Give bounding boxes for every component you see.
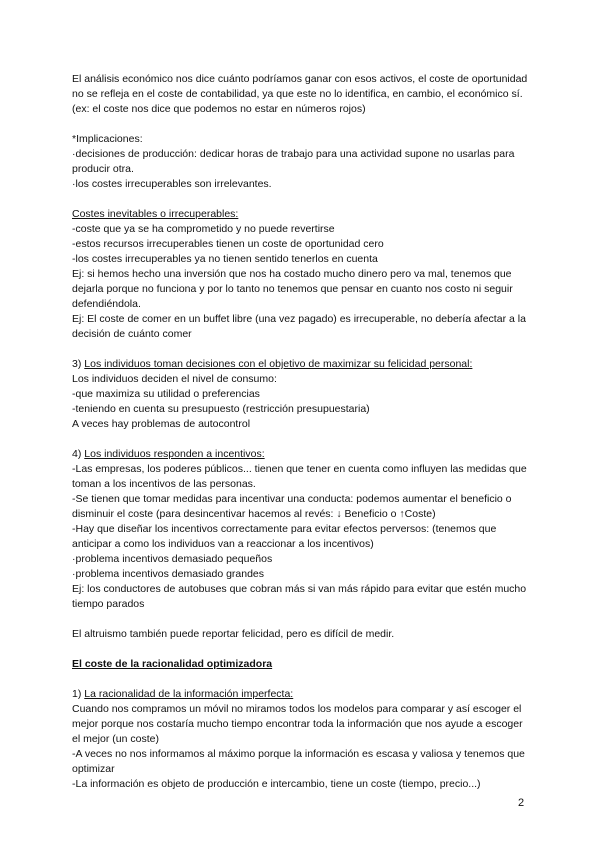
altruismo-paragraph: El altruismo también puede reportar felicidad, pero es difícil de medir. [72, 628, 395, 640]
section-4-line: ·problema incentivos demasiado grandes [72, 568, 265, 580]
section-title: El coste de la racionalidad optimizadora [72, 658, 273, 670]
implicaciones-block [72, 132, 532, 192]
section-3-heading: Los individuos toman decisiones con el objetivo de maximizar su felicidad personal: [84, 358, 473, 370]
section-1-line: -La información es objeto de producción e intercambio, tiene un coste (tiempo, precio...) [72, 778, 481, 790]
section-4-number: 4) [72, 448, 85, 460]
page-number: 2 [518, 797, 525, 809]
implicaciones-item: ·decisiones de producción: dedicar horas de trabajo para una actividad supone no usarlas para producir otra. [72, 148, 515, 175]
costes-block [72, 207, 532, 342]
section-1-line: Cuando nos compramos un móvil no miramos todos los modelos para comparar y así escoger el mejor porque nos costaría mucho tiempo encontrar toda la información que nos ayude a escoger el mejor (un coste) [72, 703, 523, 745]
section-4-line: ·problema incentivos demasiado pequeños [72, 553, 273, 565]
section-1-heading-line [72, 687, 532, 702]
section-1-number: 1) [72, 688, 85, 700]
document-page [72, 72, 532, 792]
section-3-number: 3) [72, 358, 85, 370]
section-4-line: -Hay que diseñar los incentivos correctamente para evitar efectos perversos: (tenemos que anticipar a como los individuos van a reaccionar a los incentivos) [72, 523, 497, 550]
section-4-block [72, 447, 532, 612]
costes-line: -coste que ya se ha comprometido y no puede revertirse [72, 223, 335, 235]
section-3-line: A veces hay problemas de autocontrol [72, 418, 251, 430]
section-1-block [72, 687, 532, 792]
section-4-heading: Los individuos responden a incentivos: [84, 448, 265, 460]
section-4-line: Ej: los conductores de autobuses que cobran más si van más rápido para evitar que estén mucho tiempo parados [72, 583, 527, 610]
implicaciones-title: *Implicaciones: [72, 133, 143, 145]
costes-line: Ej: El coste de comer en un buffet libre (una vez pagado) es irrecuperable, no debería afectar a la decisión de cuánto comer [72, 313, 526, 340]
costes-heading: Costes inevitables o irrecuperables: [72, 208, 239, 220]
costes-line: -estos recursos irrecuperables tienen un coste de oportunidad cero [72, 238, 384, 250]
costes-line: Ej: si hemos hecho una inversión que nos ha costado mucho dinero pero va mal, tenemos que dejarla porque no funciona y por lo tanto no tenemos que pensar en cuanto nos costo ni seguir defendiéndola. [72, 268, 513, 310]
section-3-line: Los individuos deciden el nivel de consumo: [72, 373, 277, 385]
section-3-heading-line [72, 357, 532, 372]
section-1-heading: La racionalidad de la información imperfecta: [84, 688, 294, 700]
section-3-block [72, 357, 532, 432]
section-4-line: -Las empresas, los poderes públicos... tienen que tener en cuenta como influyen las medidas que toman a los incentivos de las personas. [72, 463, 527, 490]
intro-paragraph: El análisis económico nos dice cuánto podríamos ganar con esos activos, el coste de oportunidad no se refleja en el coste de contabilidad, ya que este no lo identifica, en cambio, el económico sí. (ex: el coste nos dice que podemos no estar en números rojos) [72, 73, 528, 115]
costes-line: -los costes irrecuperables ya no tienen sentido tenerlos en cuenta [72, 253, 378, 265]
section-1-line: -A veces no nos informamos al máximo porque la información es escasa y valiosa y tenemos que optimizar [72, 748, 525, 775]
section-3-line: -que maximiza su utilidad o preferencias [72, 388, 260, 400]
section-4-heading-line [72, 447, 532, 462]
section-4-line: -Se tienen que tomar medidas para incentivar una conducta: podemos aumentar el beneficio o disminuir el coste (para desincentivar hacemos al revés: ↓ Beneficio o ↑Coste) [72, 493, 512, 520]
implicaciones-item: ·los costes irrecuperables son irrelevantes. [72, 178, 272, 190]
section-3-line: -teniendo en cuenta su presupuesto (restricción presupuestaria) [72, 403, 370, 415]
